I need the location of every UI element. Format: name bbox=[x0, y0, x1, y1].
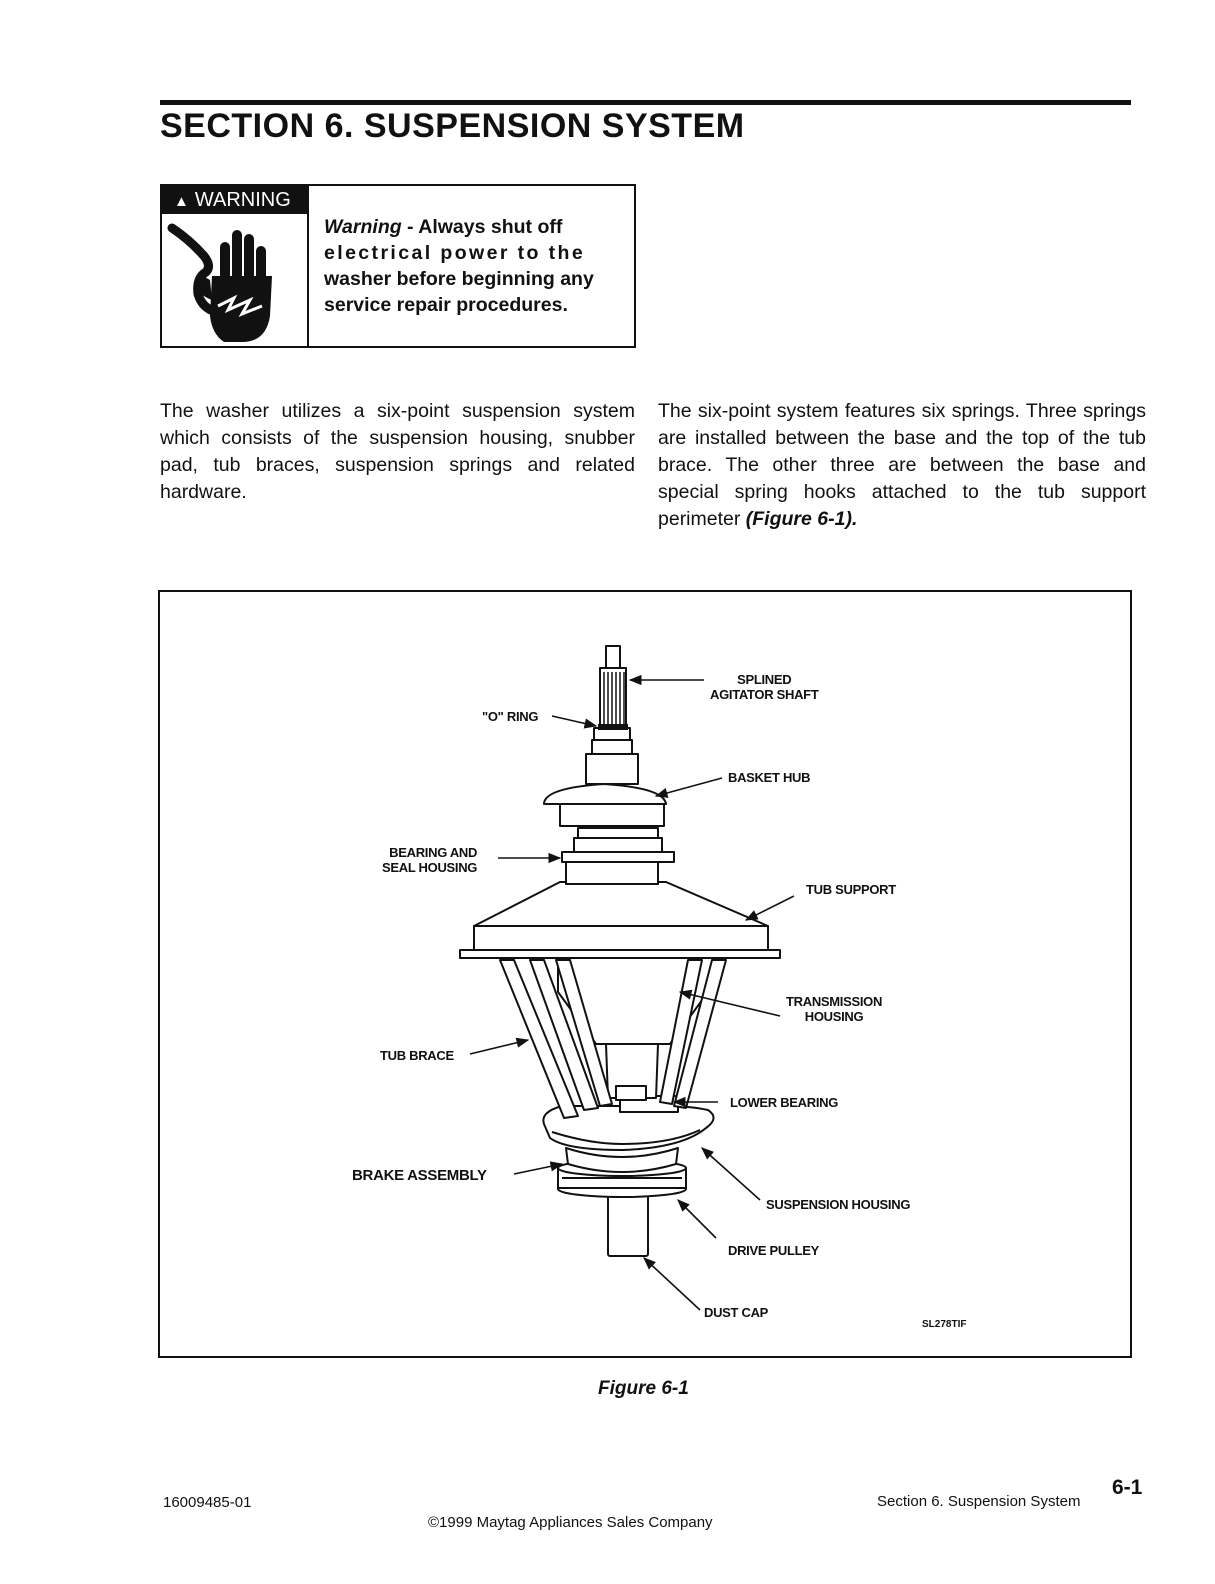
electrical-shock-hand-icon bbox=[162, 216, 307, 344]
figure-caption: Figure 6-1 bbox=[598, 1378, 689, 1399]
label-splined-line-1: SPLINED bbox=[737, 672, 792, 687]
figure-code: SL278TIF bbox=[922, 1319, 967, 1330]
label-o-ring: "O" RING bbox=[482, 709, 539, 724]
footer-doc-number: 16009485-01 bbox=[163, 1494, 252, 1511]
footer-copyright: ©1999 Maytag Appliances Sales Company bbox=[428, 1514, 713, 1531]
label-bearing-line-1: BEARING AND bbox=[389, 845, 478, 860]
warning-line-1: - Always shut off bbox=[401, 216, 563, 238]
label-bearing-line-2: SEAL HOUSING bbox=[382, 860, 478, 875]
label-tub-brace: TUB BRACE bbox=[380, 1048, 454, 1063]
body-paragraph-left: The washer utilizes a six-point suspension system which consists of the suspension housing, snubber pad, tub braces, suspension springs and related hardware. bbox=[160, 400, 635, 503]
label-drive-pulley: DRIVE PULLEY bbox=[728, 1243, 820, 1258]
figure-reference: (Figure 6-1). bbox=[745, 508, 858, 530]
label-splined-line-2: AGITATOR SHAFT bbox=[710, 687, 819, 702]
warning-triangle-icon: ▲ bbox=[174, 193, 189, 210]
label-dust-cap: DUST CAP bbox=[704, 1305, 769, 1320]
footer-page-number: 6-1 bbox=[1112, 1476, 1143, 1499]
label-transmission-line-2: HOUSING bbox=[804, 1009, 864, 1024]
figure-frame bbox=[158, 590, 1132, 1358]
footer-section: Section 6. Suspension System bbox=[877, 1493, 1081, 1510]
body-paragraph-right-text: The six-point system features six springs. Three springs are installed between the base and the top of the tub brace. The other three are between the base and special spring hooks attached to the tub support perimeter bbox=[658, 400, 1146, 530]
warning-header-label: WARNING bbox=[194, 189, 291, 211]
title-rule bbox=[160, 100, 1131, 105]
body-paragraph-right bbox=[658, 398, 1146, 533]
warning-box bbox=[160, 184, 636, 348]
label-lower-bearing: LOWER BEARING bbox=[730, 1095, 839, 1110]
label-splined-agitator-shaft bbox=[710, 672, 818, 702]
label-tub-support: TUB SUPPORT bbox=[806, 882, 896, 897]
label-brake-assembly: BRAKE ASSEMBLY bbox=[352, 1167, 487, 1184]
label-bearing-and-seal-housing bbox=[382, 845, 477, 875]
label-basket-hub: BASKET HUB bbox=[728, 770, 811, 785]
label-transmission-housing bbox=[786, 994, 882, 1024]
label-suspension-housing: SUSPENSION HOUSING bbox=[766, 1197, 911, 1212]
warning-message bbox=[324, 214, 624, 318]
warning-panel bbox=[162, 186, 309, 346]
warning-line-3: washer before beginning any bbox=[324, 268, 594, 290]
warning-header bbox=[162, 186, 307, 214]
warning-lead: Warning bbox=[324, 216, 402, 238]
label-transmission-line-1: TRANSMISSION bbox=[786, 994, 883, 1009]
section-title: SECTION 6. SUSPENSION SYSTEM bbox=[160, 107, 745, 145]
suspension-diagram bbox=[160, 592, 1130, 1356]
warning-line-4: service repair procedures. bbox=[324, 294, 568, 316]
warning-line-2: electrical power to the bbox=[324, 242, 586, 264]
